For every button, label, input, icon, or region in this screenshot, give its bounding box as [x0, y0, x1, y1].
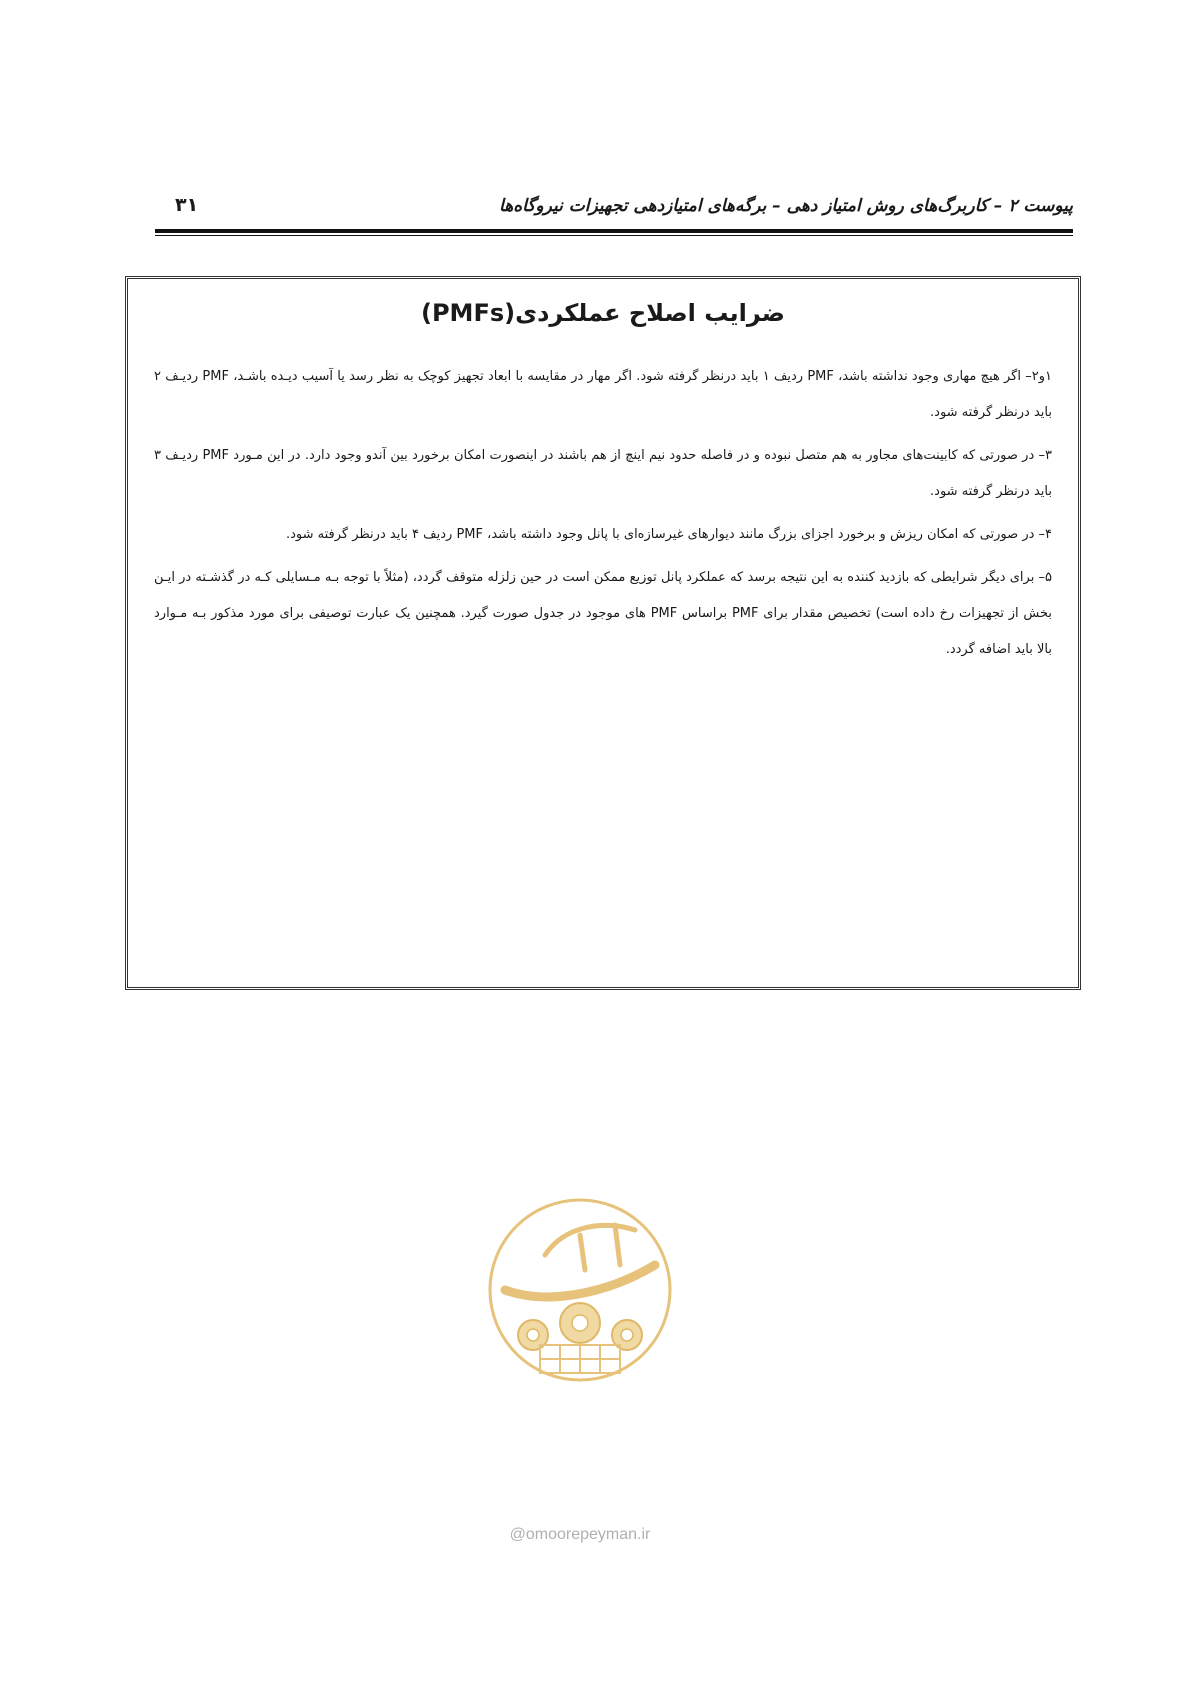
page-number: ۳۱ — [175, 194, 199, 216]
watermark-seal-icon — [485, 1195, 675, 1385]
header-rule-thin — [155, 235, 1073, 236]
watermark-site-label: @omoorepeyman.ir — [509, 1526, 651, 1543]
paragraph-item-3: ۳– در صورتی که کابینت‌های مجاور به هم متصل نبوده و در فاصله حدود نیم اینچ از هم باشند در اینصورت امکان برخورد بین آندو وجود دارد. در این مـورد PMF ردیـف ۳ باید درنظر گرفته شود. — [154, 448, 1052, 499]
paragraph-item-5: ۵– برای دیگر شرایطی که بازدید کننده به این نتیجه برسد که عملکرد پانل توزیع ممکن است در حین زلزله متوقف گردد، (مثلاً با توجه بـه مـسایلی کـه در گذشـته در ایـن بخش از تجهیزات رخ داده است) تخصیص مقدار برای PMF براساس PMF های موجود در جدول صورت گیرد. همچنین یک عبارت توصیفی برای مورد مذکور بـه مـوارد بالا باید اضافه گردد. — [154, 570, 1053, 657]
running-title: پیوست ۲ – کاربرگ‌های روش امتیاز دهی – برگه‌های امتیازدهی تجهیزات نیروگاه‌ها — [499, 196, 1073, 216]
section-title: ضرایب اصلاح عملکردی(PMFs) — [421, 299, 785, 327]
pmf-content-box — [125, 276, 1081, 990]
header-rule — [155, 229, 1073, 233]
paragraph-item-1-2: ۱و۲– اگر هیچ مهاری وجود نداشته باشد، PMF ردیف ۱ باید درنظر گرفته شود. اگر مهار در مقایسه با ابعاد تجهیز کوچک به نظر رسد یا آسیب دیـده باشـد، PMF ردیـف ۲ باید درنظر گرفته شود. — [154, 369, 1052, 420]
paragraph-item-4: ۴– در صورتی که امکان ریزش و برخورد اجزای بزرگ مانند دیوارهای غیرسازه‌ای با پانل وجود داشته باشد، PMF ردیف ۴ باید درنظر گرفته شود. — [285, 527, 1052, 542]
page-header — [155, 196, 1073, 222]
paragraph-list — [154, 359, 1052, 675]
